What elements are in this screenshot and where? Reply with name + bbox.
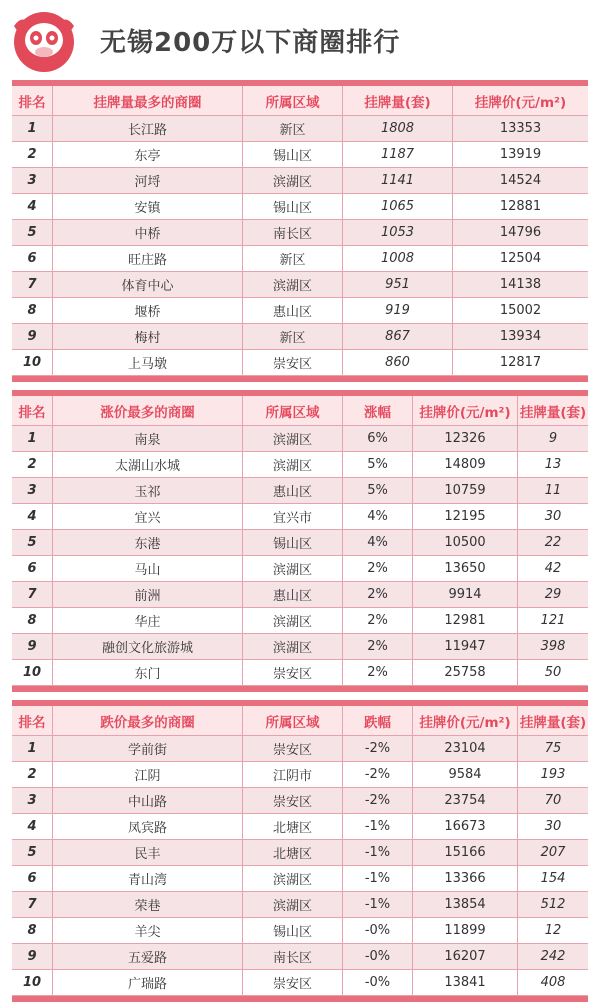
cell-district: 北塘区 [242,840,342,865]
cell-volume: 207 [517,840,588,865]
cell-price: 13919 [452,142,588,167]
listing-volume-table [12,80,588,382]
table-row [12,478,588,504]
cell-price: 10500 [412,530,517,555]
cell-district: 惠山区 [242,298,342,323]
cell-volume: 154 [517,866,588,891]
cell-volume: 1053 [342,220,452,245]
cell-volume: 408 [517,970,588,995]
table-body [12,736,588,996]
table-header-row [12,706,588,736]
col-area: 挂牌量最多的商圈 [52,86,242,115]
cell-change: -2% [342,762,412,787]
table-row [12,634,588,660]
cell-rank: 9 [27,639,37,654]
cell-volume: 867 [342,324,452,349]
cell-rank: 8 [27,613,37,628]
cell-district: 惠山区 [242,582,342,607]
col-price: 挂牌价(元/m²) [412,396,517,425]
cell-rank: 6 [27,561,37,576]
cell-area: 东亭 [52,142,242,167]
cell-change: 4% [342,504,412,529]
table-row [12,116,588,142]
cell-area: 马山 [52,556,242,581]
cell-district: 南长区 [242,944,342,969]
cell-area: 华庄 [52,608,242,633]
table-row [12,324,588,350]
cell-area: 荣巷 [52,892,242,917]
col-district: 所属区域 [242,396,342,425]
table-row [12,298,588,324]
cell-volume: 11 [517,478,588,503]
col-volume: 挂牌量(套) [517,706,588,735]
cell-change: -0% [342,970,412,995]
col-area: 涨价最多的商圈 [52,396,242,425]
cell-district: 北塘区 [242,814,342,839]
cell-volume: 30 [517,814,588,839]
cell-rank: 5 [27,845,37,860]
table-row [12,660,588,686]
cell-price: 15166 [412,840,517,865]
table-row [12,194,588,220]
table-row [12,608,588,634]
cell-volume: 30 [517,504,588,529]
cell-price: 13854 [412,892,517,917]
cell-rank: 7 [27,897,37,912]
cell-rank: 9 [27,949,37,964]
cell-price: 12981 [412,608,517,633]
cell-area: 前洲 [52,582,242,607]
cell-volume: 951 [342,272,452,297]
cell-change: -1% [342,892,412,917]
table-row [12,246,588,272]
cell-change: 5% [342,452,412,477]
cell-district: 滨湖区 [242,866,342,891]
cell-area: 梅村 [52,324,242,349]
cell-price: 14809 [412,452,517,477]
cell-district: 崇安区 [242,970,342,995]
col-rank: 排名 [18,714,46,731]
cell-volume: 242 [517,944,588,969]
cell-change: 2% [342,634,412,659]
cell-district: 滨湖区 [242,452,342,477]
table-header-row [12,396,588,426]
cell-price: 13934 [452,324,588,349]
cell-price: 9584 [412,762,517,787]
table-row [12,918,588,944]
cell-area: 中桥 [52,220,242,245]
table-bottom-band [12,686,588,692]
cell-rank: 4 [27,509,37,524]
cell-rank: 2 [27,147,37,162]
cell-area: 学前街 [52,736,242,761]
cell-district: 崇安区 [242,736,342,761]
cell-area: 羊尖 [52,918,242,943]
cell-volume: 398 [517,634,588,659]
cell-volume: 9 [517,426,588,451]
cell-rank: 8 [27,303,37,318]
cell-price: 10759 [412,478,517,503]
cell-rank: 2 [27,767,37,782]
cell-district: 滨湖区 [242,168,342,193]
table-row [12,504,588,530]
cell-rank: 1 [27,121,37,136]
cell-district: 新区 [242,324,342,349]
cell-district: 滨湖区 [242,426,342,451]
cell-area: 青山湾 [52,866,242,891]
cell-rank: 3 [27,483,37,498]
col-district: 所属区域 [242,86,342,115]
cell-district: 新区 [242,246,342,271]
table-row [12,350,588,376]
cell-area: 安镇 [52,194,242,219]
cell-price: 12504 [452,246,588,271]
cell-area: 广瑞路 [52,970,242,995]
cell-area: 河埒 [52,168,242,193]
cell-rank: 9 [27,329,37,344]
cell-change: 2% [342,608,412,633]
table-bottom-band [12,376,588,382]
table-row [12,142,588,168]
cell-district: 惠山区 [242,478,342,503]
cell-price: 13650 [412,556,517,581]
cell-district: 江阴市 [242,762,342,787]
table-row [12,530,588,556]
table-row [12,736,588,762]
cell-volume: 22 [517,530,588,555]
cell-rank: 7 [27,277,37,292]
cell-district: 崇安区 [242,660,342,685]
cell-volume: 70 [517,788,588,813]
cell-change: 4% [342,530,412,555]
table-header-row [12,86,588,116]
table-row [12,426,588,452]
cell-price: 9914 [412,582,517,607]
cell-area: 玉祁 [52,478,242,503]
cell-volume: 42 [517,556,588,581]
cell-area: 太湖山水城 [52,452,242,477]
table-row [12,762,588,788]
cell-district: 宜兴市 [242,504,342,529]
cell-price: 14524 [452,168,588,193]
table-row [12,452,588,478]
cell-price: 11947 [412,634,517,659]
cell-volume: 29 [517,582,588,607]
table-row [12,892,588,918]
table-row [12,970,588,996]
table-row [12,220,588,246]
cell-area: 五爱路 [52,944,242,969]
cell-district: 锡山区 [242,142,342,167]
cell-rank: 6 [27,251,37,266]
cell-volume: 121 [517,608,588,633]
cell-rank: 4 [27,819,37,834]
cell-price: 14796 [452,220,588,245]
col-price: 挂牌价(元/m²) [412,706,517,735]
col-volume: 挂牌量(套) [342,86,452,115]
cell-rank: 3 [27,173,37,188]
page-title: 无锡200万以下商圈排行 [100,28,401,58]
cell-rank: 4 [27,199,37,214]
cell-volume: 1008 [342,246,452,271]
table-body [12,116,588,376]
cell-area: 民丰 [52,840,242,865]
col-change: 涨幅 [342,396,412,425]
cell-area: 体育中心 [52,272,242,297]
cell-rank: 7 [27,587,37,602]
cell-price: 12195 [412,504,517,529]
table-row [12,840,588,866]
cell-price: 16207 [412,944,517,969]
cell-volume: 50 [517,660,588,685]
table-row [12,788,588,814]
cell-rank: 10 [22,665,42,680]
cell-area: 上马墩 [52,350,242,375]
cell-volume: 12 [517,918,588,943]
price-drop-table [12,700,588,1002]
cell-volume: 919 [342,298,452,323]
cell-rank: 3 [27,793,37,808]
cell-volume: 75 [517,736,588,761]
cell-price: 13353 [452,116,588,141]
cell-area: 旺庄路 [52,246,242,271]
table-row [12,556,588,582]
cell-area: 江阴 [52,762,242,787]
cell-change: -1% [342,814,412,839]
cell-district: 锡山区 [242,530,342,555]
cell-district: 锡山区 [242,194,342,219]
cell-rank: 6 [27,871,37,886]
cell-change: 2% [342,556,412,581]
cell-district: 滨湖区 [242,556,342,581]
cell-area: 东门 [52,660,242,685]
cell-area: 宜兴 [52,504,242,529]
cell-change: 5% [342,478,412,503]
cell-district: 滨湖区 [242,272,342,297]
col-change: 跌幅 [342,706,412,735]
cell-rank: 1 [27,741,37,756]
cell-change: 2% [342,582,412,607]
cell-price: 25758 [412,660,517,685]
col-rank: 排名 [18,404,46,421]
cell-volume: 13 [517,452,588,477]
cell-price: 16673 [412,814,517,839]
header [0,0,600,80]
table-row [12,944,588,970]
cell-price: 23104 [412,736,517,761]
cell-volume: 1141 [342,168,452,193]
cell-rank: 10 [22,355,42,370]
cell-rank: 2 [27,457,37,472]
cell-area: 凤宾路 [52,814,242,839]
cell-area: 中山路 [52,788,242,813]
table-row [12,168,588,194]
table-row [12,272,588,298]
cell-change: -1% [342,866,412,891]
cell-change: -0% [342,918,412,943]
table-row [12,582,588,608]
cell-price: 12881 [452,194,588,219]
cell-change: 2% [342,660,412,685]
col-rank: 排名 [18,94,46,111]
cell-district: 滨湖区 [242,608,342,633]
cell-area: 长江路 [52,116,242,141]
cell-volume: 860 [342,350,452,375]
cell-district: 滨湖区 [242,892,342,917]
col-district: 所属区域 [242,706,342,735]
col-volume: 挂牌量(套) [517,396,588,425]
cell-volume: 512 [517,892,588,917]
col-price: 挂牌价(元/m²) [452,86,588,115]
cell-price: 23754 [412,788,517,813]
cell-price: 15002 [452,298,588,323]
table-row [12,866,588,892]
cell-district: 崇安区 [242,350,342,375]
cell-change: -0% [342,944,412,969]
cell-rank: 10 [22,975,42,990]
cell-district: 崇安区 [242,788,342,813]
table-row [12,814,588,840]
cell-district: 锡山区 [242,918,342,943]
cell-area: 东港 [52,530,242,555]
cell-rank: 5 [27,535,37,550]
cell-volume: 193 [517,762,588,787]
cell-change: -2% [342,736,412,761]
cell-change: 6% [342,426,412,451]
table-bottom-band [12,996,588,1002]
cell-rank: 5 [27,225,37,240]
cell-change: -2% [342,788,412,813]
cell-price: 14138 [452,272,588,297]
price-rise-table [12,390,588,692]
cell-area: 堰桥 [52,298,242,323]
cell-area: 融创文化旅游城 [52,634,242,659]
cell-price: 12326 [412,426,517,451]
cell-volume: 1808 [342,116,452,141]
cell-area: 南泉 [52,426,242,451]
cell-price: 11899 [412,918,517,943]
cell-district: 南长区 [242,220,342,245]
col-area: 跌价最多的商圈 [52,706,242,735]
cell-district: 滨湖区 [242,634,342,659]
cell-volume: 1065 [342,194,452,219]
cell-district: 新区 [242,116,342,141]
cell-price: 13841 [412,970,517,995]
table-body [12,426,588,686]
cell-change: -1% [342,840,412,865]
cell-rank: 1 [27,431,37,446]
cell-rank: 8 [27,923,37,938]
cell-price: 12817 [452,350,588,375]
logo-icon [8,4,80,76]
cell-price: 13366 [412,866,517,891]
cell-volume: 1187 [342,142,452,167]
